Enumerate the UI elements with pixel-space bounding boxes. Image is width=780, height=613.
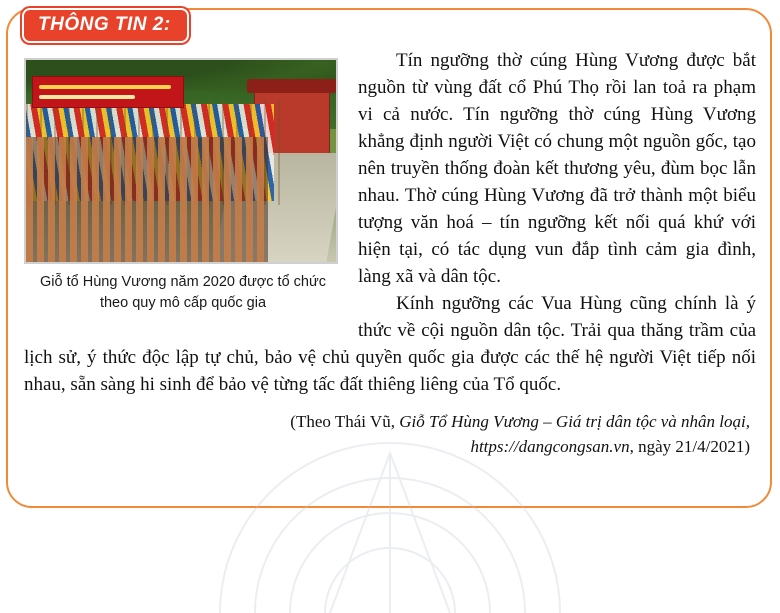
- source-title: Giỗ Tổ Hùng Vương – Giá trị dân tộc và nhân loại,: [399, 411, 750, 431]
- figure-block: [24, 58, 342, 314]
- source-date: , ngày 21/4/2021): [629, 437, 750, 457]
- figure-caption: Giỗ tổ Hùng Vương năm 2020 được tổ chức theo quy mô cấp quốc gia: [40, 274, 326, 312]
- paragraph-1: Tín ngưỡng thờ cúng Hùng Vương được bắt nguồn từ vùng đất cổ Phú Thọ rồi lan toả ra phạm vi cả nước. Tín ngưỡng thờ cúng Hùng Vương khẳng định người Việt có chung một nguồn gốc, tạo nên truyền thống đoàn kết thương yêu, đùm bọc lẫn nhau. Thờ cúng Hùng Vương đã trở thành một biểu tượng văn hoá – tín ngưỡng kết nối quá khứ với hiện tại, có tác dụng vun đắp tình cảm gia đình, làng xã và dân tộc.: [358, 50, 756, 287]
- source-url: https://dangcongsan.vn: [470, 437, 630, 457]
- source-line-2: [24, 434, 750, 460]
- article-content: [24, 48, 756, 488]
- info-badge: THÔNG TIN 2:: [22, 8, 189, 43]
- festival-photo: [24, 58, 338, 264]
- paragraph-2: Kính ngưỡng các Vua Hùng cũng chính là ý thức về cội nguồn dân tộc. Trải qua thăng trầm của lịch sử, ý thức độc lập tự chủ, bảo vệ chủ quyền quốc gia được các thế hệ người Việt tiếp nối nhau, sẵn sàng hi sinh để bảo vệ từng tấc đất thiêng liêng của Tổ quốc.: [24, 292, 756, 395]
- banner-text-line-1: [39, 85, 171, 89]
- source-prefix: (Theo Thái Vũ,: [290, 411, 400, 431]
- source-line-1: [24, 409, 750, 435]
- photo-red-banner: [32, 76, 184, 108]
- photo-crowd: [26, 137, 268, 262]
- banner-text-line-2: [39, 95, 135, 99]
- source-citation: [24, 409, 756, 460]
